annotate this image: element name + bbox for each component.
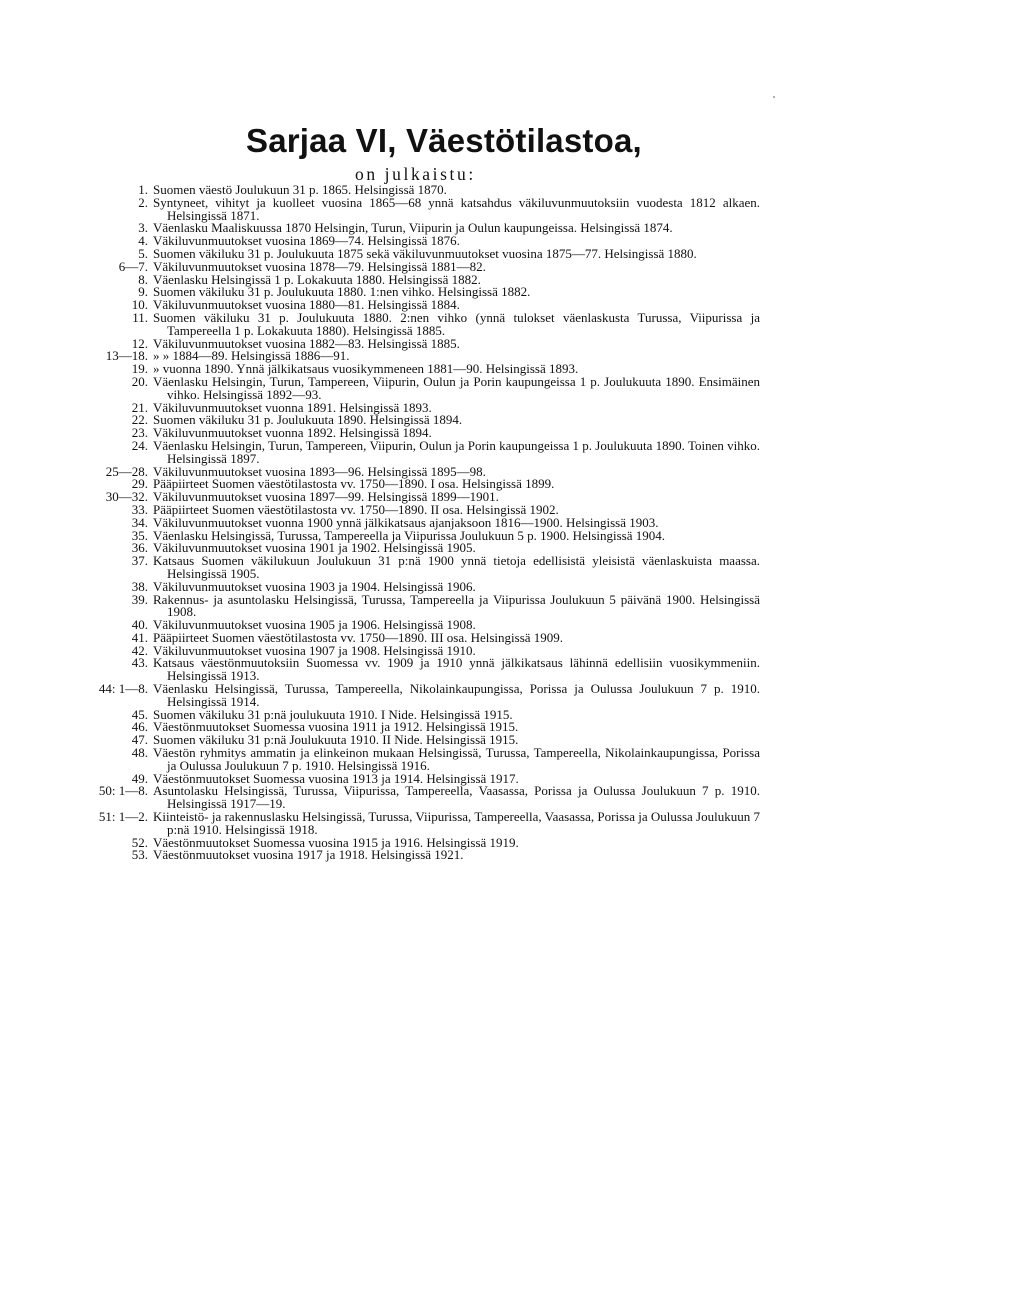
entry-number: 9. xyxy=(138,284,148,300)
entry-text: Väkiluvunmuutokset vuosina 1901 ja 1902. Helsingissä 1905. xyxy=(153,540,476,556)
publication-list xyxy=(40,184,760,862)
entry-number: 35. xyxy=(131,527,148,543)
entry-text: Suomen väkiluku 31 p:nä Joulukuuta 1910. II Nide. Helsingissä 1915. xyxy=(153,732,519,748)
entry-text: » » 1884—89. Helsingissä 1886—91. xyxy=(153,348,350,364)
entry-text: Syntyneet, vihityt ja kuolleet vuosina 1865—68 ynnä katsahdus väkiluvunmuutoksiin vuodesta 1812 alkaen. Helsingissä 1871. xyxy=(153,194,760,223)
list-item xyxy=(40,785,760,811)
entry-number: 5. xyxy=(138,245,148,261)
entry-text: Pääpiirteet Suomen väestötilastosta vv. 1750—1890. III osa. Helsingissä 1909. xyxy=(153,629,564,645)
entry-number: 3. xyxy=(138,220,148,236)
entry-number: 51: 1—2. xyxy=(98,809,148,825)
entry-number: 39. xyxy=(131,591,148,607)
entry-number: 12. xyxy=(131,335,148,351)
entry-text: Väkiluvunmuutokset vuonna 1900 ynnä jälkikatsaus ajanjaksoon 1816—1900. Helsingissä 1903. xyxy=(153,514,659,530)
entry-number: 49. xyxy=(131,770,148,786)
entry-text: Väkiluvunmuutokset vuosina 1905 ja 1906. Helsingissä 1908. xyxy=(153,617,476,633)
entry-number: 53. xyxy=(131,847,148,863)
entry-number: 46. xyxy=(131,719,148,735)
entry-text: Kiinteistö- ja rakennuslasku Helsingissä, Turussa, Viipurissa, Tampereella, Vaasassa, Porissa ja Oulussa Joulukuun 7 p:nä 1910. Helsingissä 1918. xyxy=(153,809,760,837)
entry-number: 19. xyxy=(131,361,148,377)
entry-text: Katsaus Suomen väkilukuun Joulukuun 31 p:nä 1900 ynnä tietoja edellisistä yleisistä väenlaskuista maassa. Helsingissä 1905. xyxy=(153,553,760,581)
entry-number: 44: 1—8. xyxy=(98,681,148,697)
entry-text: » vuonna 1890. Ynnä jälkikatsaus vuosikymmeneen 1881—90. Helsingissä 1893. xyxy=(153,361,579,377)
list-item xyxy=(40,811,760,837)
list-item xyxy=(40,657,760,683)
entry-text: Väkiluvunmuutokset vuosina 1880—81. Helsingissä 1884. xyxy=(153,297,460,313)
entry-number: 24. xyxy=(131,437,148,453)
entry-number: 45. xyxy=(131,706,148,722)
list-item xyxy=(40,194,760,223)
entry-text: Suomen väkiluku 31 p. Joulukuuta 1890. Helsingissä 1894. xyxy=(153,412,463,428)
entry-text: Suomen väkiluku 31 p. Joulukuuta 1880. 1:nen vihko. Helsingissä 1882. xyxy=(153,284,531,300)
entry-text: Väestön ryhmitys ammatin ja elinkeinon mukaan Helsingissä, Turussa, Tampereella, Nikolainkaupungissa, Porissa ja Oulussa Joulukuun 7 p. 1910. Helsingissä 1916. xyxy=(153,745,760,773)
entry-number: 34. xyxy=(131,514,148,530)
list-item xyxy=(40,335,760,351)
entry-number: 38. xyxy=(131,578,148,594)
entry-text: Rakennus- ja asuntolasku Helsingissä, Turussa, Tampereella ja Viipurissa Joulukuun 5 päivänä 1900. Helsingissä 1908. xyxy=(153,591,760,620)
entry-number: 43. xyxy=(131,655,148,671)
entry-number: 47. xyxy=(131,732,148,748)
entry-number: 23. xyxy=(131,425,148,441)
entry-text: Pääpiirteet Suomen väestötilastosta vv. 1750—1890. II osa. Helsingissä 1902. xyxy=(153,501,559,517)
entry-text: Suomen väkiluku 31 p:nä joulukuuta 1910. I Nide. Helsingissä 1915. xyxy=(153,706,513,722)
entry-number: 40. xyxy=(131,617,148,633)
entry-number: 20. xyxy=(131,373,148,389)
entry-number: 52. xyxy=(131,834,148,850)
entry-text: Suomen väkiluku 31 p. Joulukuuta 1880. 2:nen vihko (ynnä tulokset väenlaskusta Turussa, Viipurissa ja Tampereella 1 p. Lokakuuta 1880). Helsingissä 1885. xyxy=(153,309,760,338)
entry-text: Väestönmuutokset Suomessa vuosina 1911 ja 1912. Helsingissä 1915. xyxy=(153,719,519,735)
scan-speck xyxy=(773,96,775,98)
entry-text: Väenlasku Helsingin, Turun, Tampereen, Viipurin, Oulun ja Porin kaupungeissa 1 p. Joulukuuta 1890. Toinen vihko. Helsingissä 1897. xyxy=(153,437,760,466)
entry-number: 25—28. xyxy=(105,463,148,479)
list-item xyxy=(40,747,760,773)
list-item xyxy=(40,309,760,338)
entry-number: 11. xyxy=(132,309,148,325)
page-title: Sarjaa VI, Väestötilastoa, xyxy=(246,122,642,159)
entry-number: 41. xyxy=(131,629,148,645)
entry-number: 36. xyxy=(131,540,148,556)
entry-number: 13—18. xyxy=(105,348,148,364)
entry-text: Väestönmuutokset vuosina 1917 ja 1918. Helsingissä 1921. xyxy=(153,847,464,863)
entry-number: 42. xyxy=(131,642,148,658)
entry-number: 22. xyxy=(131,412,148,428)
list-item xyxy=(40,683,760,709)
entry-number: 2. xyxy=(138,194,148,210)
list-item xyxy=(40,437,760,466)
entry-text: Väkiluvunmuutokset vuosina 1907 ja 1908. Helsingissä 1910. xyxy=(153,642,476,658)
entry-number: 4. xyxy=(138,233,148,249)
entry-text: Pääpiirteet Suomen väestötilastosta vv. 1750—1890. I osa. Helsingissä 1899. xyxy=(153,476,555,492)
entry-number: 21. xyxy=(131,399,148,415)
entry-number: 30—32. xyxy=(105,489,148,505)
entry-text: Katsaus väestönmuutoksiin Suomessa vv. 1909 ja 1910 ynnä jälkikatsaus lähinnä edellisiin vuosikymmeniin. Helsingissä 1913. xyxy=(153,655,760,684)
page-subtitle: on julkaistu: xyxy=(355,164,476,184)
entry-text: Väkiluvunmuutokset vuosina 1882—83. Helsingissä 1885. xyxy=(153,335,460,351)
list-item xyxy=(40,373,760,402)
entry-number: 37. xyxy=(131,553,148,569)
entry-number: 8. xyxy=(138,271,148,287)
list-item xyxy=(40,849,760,862)
entry-number: 48. xyxy=(131,745,148,761)
entry-number: 33. xyxy=(131,501,148,517)
entry-text: Väkiluvunmuutokset vuosina 1903 ja 1904. Helsingissä 1906. xyxy=(153,578,476,594)
list-item xyxy=(40,555,760,581)
entry-text: Väenlasku Helsingissä, Turussa, Tampereella, Nikolainkaupungissa, Porissa ja Oulussa Joulukuun 7 p. 1910. Helsingissä 1914. xyxy=(153,681,760,709)
entry-text: Väenlasku Maaliskuussa 1870 Helsingin, Turun, Viipurin ja Oulun kaupungeissa. Helsingissä 1874. xyxy=(153,220,673,236)
entry-text: Suomen väkiluku 31 p. Joulukuuta 1875 sekä väkiluvunmuutokset vuosina 1875—77. Helsingissä 1880. xyxy=(153,245,697,261)
entry-number: 6—7. xyxy=(118,258,148,274)
entry-number: 29. xyxy=(131,476,148,492)
entry-text: Väkiluvunmuutokset vuonna 1891. Helsingissä 1893. xyxy=(153,399,432,415)
entry-number: 50: 1—8. xyxy=(98,783,148,799)
entry-text: Väenlasku Helsingissä, Turussa, Tampereella ja Viipurissa Joulukuun 5 p. 1900. Helsingissä 1904. xyxy=(153,527,666,543)
entry-text: Väenlasku Helsingin, Turun, Tampereen, Viipurin, Oulun ja Porin kaupungeissa 1 p. Joulukuuta 1890. Ensimäinen vihko. Helsingissä 1892—93. xyxy=(153,373,760,402)
entry-text: Suomen väestö Joulukuun 31 p. 1865. Helsingissä 1870. xyxy=(153,182,447,197)
entry-text: Asuntolasku Helsingissä, Turussa, Viipurissa, Tampereella, Vaasassa, Porissa ja Oulussa Joulukuun 7 p. 1910. Helsingissä 1917—19. xyxy=(153,783,760,812)
entry-text: Väkiluvunmuutokset vuosina 1869—74. Helsingissä 1876. xyxy=(153,233,460,249)
entry-text: Väkiluvunmuutokset vuosina 1897—99. Helsingissä 1899—1901. xyxy=(153,489,499,505)
entry-text: Väestönmuutokset Suomessa vuosina 1913 ja 1914. Helsingissä 1917. xyxy=(153,770,519,786)
entry-number: 1. xyxy=(138,182,148,197)
entry-text: Väestönmuutokset Suomessa vuosina 1915 ja 1916. Helsingissä 1919. xyxy=(153,834,519,850)
entry-text: Väkiluvunmuutokset vuosina 1893—96. Helsingissä 1895—98. xyxy=(153,463,486,479)
entry-number: 10. xyxy=(131,297,148,313)
entry-text: Väkiluvunmuutokset vuosina 1878—79. Helsingissä 1881—82. xyxy=(153,258,486,274)
entry-text: Väenlasku Helsingissä 1 p. Lokakuuta 1880. Helsingissä 1882. xyxy=(153,271,481,287)
list-item xyxy=(40,591,760,620)
entry-text: Väkiluvunmuutokset vuonna 1892. Helsingissä 1894. xyxy=(153,425,432,441)
